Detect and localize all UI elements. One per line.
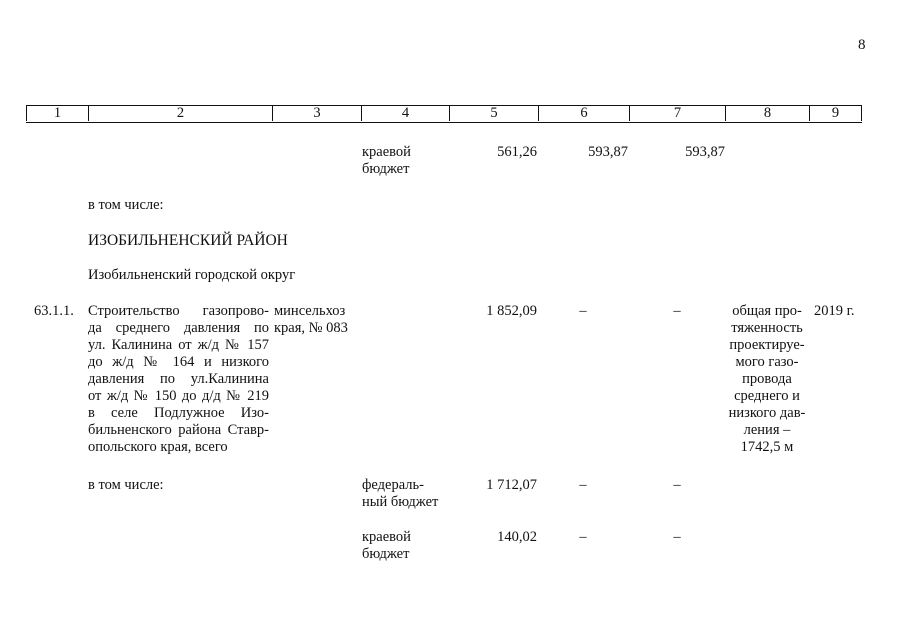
header-col-2: 2 xyxy=(88,105,272,121)
description-line: в селе Подлужное Изо- xyxy=(88,405,269,421)
header-col-4: 4 xyxy=(361,105,449,121)
customer-line1: минсельхоз xyxy=(274,303,346,319)
description-line: да среднего давления по xyxy=(88,320,269,336)
item-col9: 2019 г. xyxy=(814,303,855,319)
header-col-6: 6 xyxy=(538,105,629,121)
federal-line1: федераль- xyxy=(362,477,424,493)
regional-line2: бюджет xyxy=(362,546,410,562)
block1-source-line1: краевой xyxy=(362,144,411,160)
item-number: 63.1.1. xyxy=(34,303,74,319)
district-heading: ИЗОБИЛЬНЕНСКИЙ РАЙОН xyxy=(88,232,288,249)
regional-col7: – xyxy=(673,529,681,545)
federal-col7: – xyxy=(673,477,681,493)
col8-line: среднего и xyxy=(734,388,800,404)
block1-col7: 593,87 xyxy=(685,144,725,160)
block1-col6: 593,87 xyxy=(588,144,628,160)
header-col-8: 8 xyxy=(725,105,809,121)
header-col-7: 7 xyxy=(629,105,725,121)
item-col6: – xyxy=(579,303,587,319)
municipality-heading: Изобильненский городской округ xyxy=(88,267,296,283)
col8-line: низкого дав- xyxy=(728,405,806,421)
including-label-1: в том числе: xyxy=(88,197,164,213)
description-line: давления по ул.Калинина xyxy=(88,371,269,387)
regional-col6: – xyxy=(579,529,587,545)
regional-col5: 140,02 xyxy=(497,529,537,545)
description-line: бильненского района Ставр- xyxy=(88,422,269,438)
federal-col5: 1 712,07 xyxy=(486,477,537,493)
customer-line2: края, № 083 xyxy=(274,320,348,336)
item-col7: – xyxy=(673,303,681,319)
col8-line: мого газо- xyxy=(735,354,799,370)
description-line: до ж/д № 164 и низкого xyxy=(88,354,269,370)
regional-line1: краевой xyxy=(362,529,411,545)
description-line: от ж/д № 150 до д/д № 219 xyxy=(88,388,269,404)
federal-col6: – xyxy=(579,477,587,493)
col8-line: тяженность xyxy=(731,320,803,336)
col8-line: 1742,5 м xyxy=(740,439,794,455)
col8-line: ления – xyxy=(743,422,791,438)
description-line: Строительство газопрово- xyxy=(88,303,269,319)
col8-line: общая про- xyxy=(732,303,802,319)
header-col-9: 9 xyxy=(809,105,862,121)
header-col-5: 5 xyxy=(449,105,538,121)
header-col-3: 3 xyxy=(272,105,361,121)
item-col5: 1 852,09 xyxy=(486,303,537,319)
page-number: 8 xyxy=(858,37,866,53)
description-line: опольского края, всего xyxy=(88,439,228,455)
block1-col5: 561,26 xyxy=(497,144,537,160)
header-col-1: 1 xyxy=(26,105,88,121)
block1-source-line2: бюджет xyxy=(362,161,410,177)
col8-line: провода xyxy=(742,371,792,387)
description-line: ул. Калинина от ж/д № 157 xyxy=(88,337,269,353)
including-label-2: в том числе: xyxy=(88,477,164,493)
federal-line2: ный бюджет xyxy=(362,494,439,510)
col8-line: проектируе- xyxy=(729,337,805,353)
